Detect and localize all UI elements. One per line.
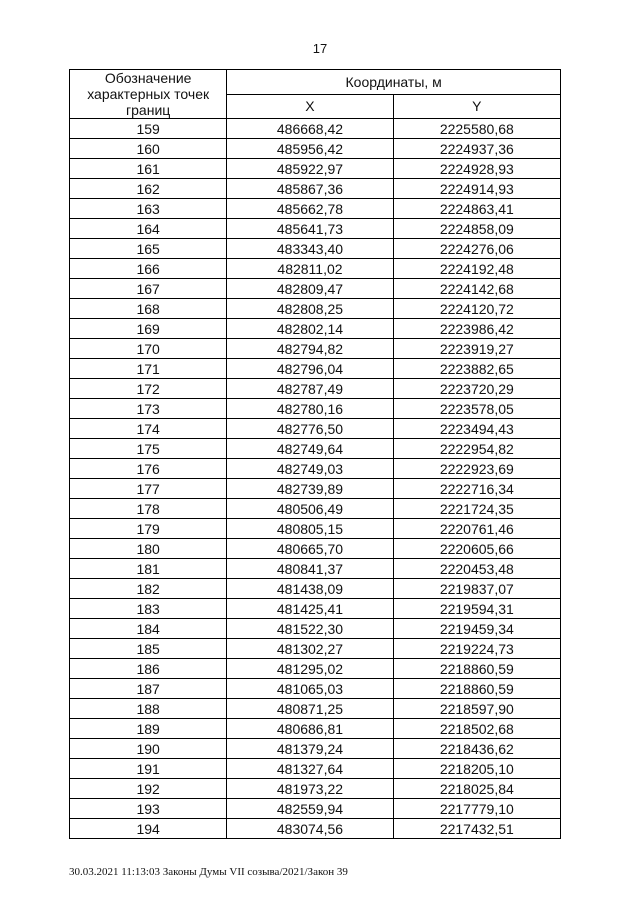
page-number: 17 [312, 41, 328, 56]
table-row [70, 519, 561, 539]
table-row [70, 279, 561, 299]
table-row [70, 479, 561, 499]
table-row [70, 799, 561, 819]
y-coordinate-cell: 2220605,66 [393, 539, 560, 559]
y-coordinate-cell: 2221724,35 [393, 499, 560, 519]
y-coordinate-cell: 2218502,68 [393, 719, 560, 739]
point-number-cell: 161 [70, 159, 227, 179]
table-row [70, 179, 561, 199]
table-row [70, 299, 561, 319]
x-coordinate-cell: 482780,16 [227, 399, 393, 419]
y-coordinate-cell: 2223882,65 [393, 359, 560, 379]
y-coordinate-cell: 2218436,62 [393, 739, 560, 759]
table-row [70, 119, 561, 139]
x-coordinate-cell: 481438,09 [227, 579, 393, 599]
point-number-cell: 168 [70, 299, 227, 319]
header-x: X [227, 94, 393, 119]
point-number-cell: 178 [70, 499, 227, 519]
point-number-cell: 184 [70, 619, 227, 639]
x-coordinate-cell: 482811,02 [227, 259, 393, 279]
y-coordinate-cell: 2219459,34 [393, 619, 560, 639]
table-row [70, 579, 561, 599]
y-coordinate-cell: 2220453,48 [393, 559, 560, 579]
table-row [70, 239, 561, 259]
table-row [70, 259, 561, 279]
y-coordinate-cell: 2223986,42 [393, 319, 560, 339]
x-coordinate-cell: 481522,30 [227, 619, 393, 639]
x-coordinate-cell: 483074,56 [227, 819, 393, 839]
x-coordinate-cell: 480686,81 [227, 719, 393, 739]
x-coordinate-cell: 482787,49 [227, 379, 393, 399]
point-number-cell: 190 [70, 739, 227, 759]
header-y: Y [393, 94, 560, 119]
point-number-cell: 169 [70, 319, 227, 339]
point-number-cell: 183 [70, 599, 227, 619]
point-number-cell: 192 [70, 779, 227, 799]
x-coordinate-cell: 482794,82 [227, 339, 393, 359]
table-row [70, 639, 561, 659]
point-number-cell: 159 [70, 119, 227, 139]
y-coordinate-cell: 2222954,82 [393, 439, 560, 459]
table-row [70, 459, 561, 479]
point-number-cell: 160 [70, 139, 227, 159]
y-coordinate-cell: 2218025,84 [393, 779, 560, 799]
y-coordinate-cell: 2217432,51 [393, 819, 560, 839]
x-coordinate-cell: 482749,64 [227, 439, 393, 459]
x-coordinate-cell: 482808,25 [227, 299, 393, 319]
point-number-cell: 187 [70, 679, 227, 699]
x-coordinate-cell: 482739,89 [227, 479, 393, 499]
point-number-cell: 176 [70, 459, 227, 479]
point-number-cell: 194 [70, 819, 227, 839]
y-coordinate-cell: 2224276,06 [393, 239, 560, 259]
y-coordinate-cell: 2224858,09 [393, 219, 560, 239]
x-coordinate-cell: 482802,14 [227, 319, 393, 339]
point-number-cell: 191 [70, 759, 227, 779]
point-number-cell: 180 [70, 539, 227, 559]
point-number-cell: 181 [70, 559, 227, 579]
point-number-cell: 177 [70, 479, 227, 499]
table-row [70, 539, 561, 559]
table-row [70, 419, 561, 439]
y-coordinate-cell: 2224937,36 [393, 139, 560, 159]
table-row [70, 399, 561, 419]
x-coordinate-cell: 485662,78 [227, 199, 393, 219]
y-coordinate-cell: 2219224,73 [393, 639, 560, 659]
point-number-cell: 173 [70, 399, 227, 419]
point-number-cell: 170 [70, 339, 227, 359]
y-coordinate-cell: 2223720,29 [393, 379, 560, 399]
point-number-cell: 165 [70, 239, 227, 259]
x-coordinate-cell: 482776,50 [227, 419, 393, 439]
x-coordinate-cell: 480841,37 [227, 559, 393, 579]
point-number-cell: 164 [70, 219, 227, 239]
header-point-designation: Обозначение характерных точек границ [70, 70, 227, 119]
y-coordinate-cell: 2223494,43 [393, 419, 560, 439]
y-coordinate-cell: 2223919,27 [393, 339, 560, 359]
coordinates-table [69, 69, 561, 839]
table-row [70, 719, 561, 739]
y-coordinate-cell: 2222716,34 [393, 479, 560, 499]
point-number-cell: 179 [70, 519, 227, 539]
x-coordinate-cell: 482809,47 [227, 279, 393, 299]
table-row [70, 319, 561, 339]
table-row [70, 159, 561, 179]
point-number-cell: 166 [70, 259, 227, 279]
point-number-cell: 163 [70, 199, 227, 219]
x-coordinate-cell: 480871,25 [227, 699, 393, 719]
point-number-cell: 167 [70, 279, 227, 299]
table-row [70, 499, 561, 519]
x-coordinate-cell: 481973,22 [227, 779, 393, 799]
x-coordinate-cell: 481379,24 [227, 739, 393, 759]
table-row [70, 759, 561, 779]
point-number-cell: 162 [70, 179, 227, 199]
x-coordinate-cell: 480665,70 [227, 539, 393, 559]
y-coordinate-cell: 2220761,46 [393, 519, 560, 539]
table-row [70, 819, 561, 839]
y-coordinate-cell: 2224914,93 [393, 179, 560, 199]
x-coordinate-cell: 482559,94 [227, 799, 393, 819]
point-number-cell: 193 [70, 799, 227, 819]
y-coordinate-cell: 2218597,90 [393, 699, 560, 719]
point-number-cell: 174 [70, 419, 227, 439]
x-coordinate-cell: 485922,97 [227, 159, 393, 179]
table-row [70, 139, 561, 159]
table-row [70, 339, 561, 359]
point-number-cell: 186 [70, 659, 227, 679]
y-coordinate-cell: 2219837,07 [393, 579, 560, 599]
point-number-cell: 189 [70, 719, 227, 739]
y-coordinate-cell: 2218860,59 [393, 679, 560, 699]
table-row [70, 679, 561, 699]
y-coordinate-cell: 2218205,10 [393, 759, 560, 779]
x-coordinate-cell: 481425,41 [227, 599, 393, 619]
x-coordinate-cell: 481065,03 [227, 679, 393, 699]
point-number-cell: 172 [70, 379, 227, 399]
x-coordinate-cell: 485956,42 [227, 139, 393, 159]
table-row [70, 219, 561, 239]
point-number-cell: 185 [70, 639, 227, 659]
table-row [70, 659, 561, 679]
y-coordinate-cell: 2217779,10 [393, 799, 560, 819]
x-coordinate-cell: 482796,04 [227, 359, 393, 379]
table-row [70, 599, 561, 619]
print-footer: 30.03.2021 11:13:03 Законы Думы VII созыва/2021/Закон 39 [69, 866, 348, 878]
header-coordinates: Координаты, м [227, 70, 561, 95]
table-row [70, 559, 561, 579]
x-coordinate-cell: 486668,42 [227, 119, 393, 139]
table-row [70, 619, 561, 639]
x-coordinate-cell: 480805,15 [227, 519, 393, 539]
y-coordinate-cell: 2224928,93 [393, 159, 560, 179]
y-coordinate-cell: 2224192,48 [393, 259, 560, 279]
x-coordinate-cell: 485641,73 [227, 219, 393, 239]
y-coordinate-cell: 2219594,31 [393, 599, 560, 619]
point-number-cell: 171 [70, 359, 227, 379]
y-coordinate-cell: 2224142,68 [393, 279, 560, 299]
table-row [70, 699, 561, 719]
x-coordinate-cell: 481327,64 [227, 759, 393, 779]
point-number-cell: 188 [70, 699, 227, 719]
x-coordinate-cell: 480506,49 [227, 499, 393, 519]
table-body [70, 119, 561, 839]
y-coordinate-cell: 2222923,69 [393, 459, 560, 479]
x-coordinate-cell: 485867,36 [227, 179, 393, 199]
x-coordinate-cell: 483343,40 [227, 239, 393, 259]
x-coordinate-cell: 481295,02 [227, 659, 393, 679]
x-coordinate-cell: 481302,27 [227, 639, 393, 659]
table-row [70, 359, 561, 379]
point-number-cell: 182 [70, 579, 227, 599]
point-number-cell: 175 [70, 439, 227, 459]
table-row [70, 439, 561, 459]
table-row [70, 199, 561, 219]
x-coordinate-cell: 482749,03 [227, 459, 393, 479]
y-coordinate-cell: 2223578,05 [393, 399, 560, 419]
table-row [70, 379, 561, 399]
y-coordinate-cell: 2218860,59 [393, 659, 560, 679]
table-row [70, 779, 561, 799]
y-coordinate-cell: 2224120,72 [393, 299, 560, 319]
table-row [70, 739, 561, 759]
y-coordinate-cell: 2225580,68 [393, 119, 560, 139]
y-coordinate-cell: 2224863,41 [393, 199, 560, 219]
